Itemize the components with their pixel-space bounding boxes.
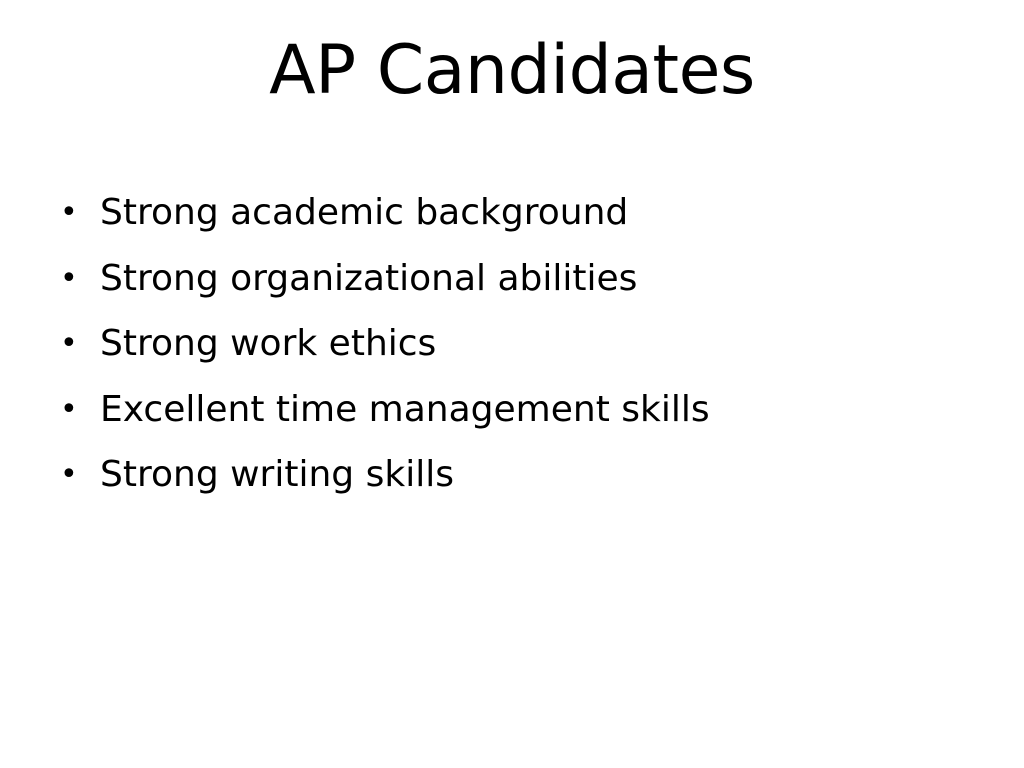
list-item [60, 450, 960, 516]
slide-title: AP Candidates [269, 31, 755, 110]
list-item [60, 385, 960, 451]
list-item [60, 188, 960, 254]
bullet-icon: • [60, 260, 78, 296]
bullet-icon: • [60, 195, 78, 230]
bullet-text: Strong organizational abilities [100, 257, 638, 299]
list-item [60, 319, 960, 385]
bullet-text: Strong work ethics [100, 323, 437, 364]
bullet-icon: • [60, 326, 78, 361]
bullet-text: Strong writing skills [100, 454, 454, 495]
bullet-text: Strong academic background [100, 192, 629, 233]
bullet-list [60, 188, 960, 516]
bullet-icon: • [60, 457, 78, 492]
list-item [60, 254, 960, 320]
bullet-icon: • [60, 391, 78, 427]
bullet-text: Excellent time management skills [100, 388, 710, 430]
